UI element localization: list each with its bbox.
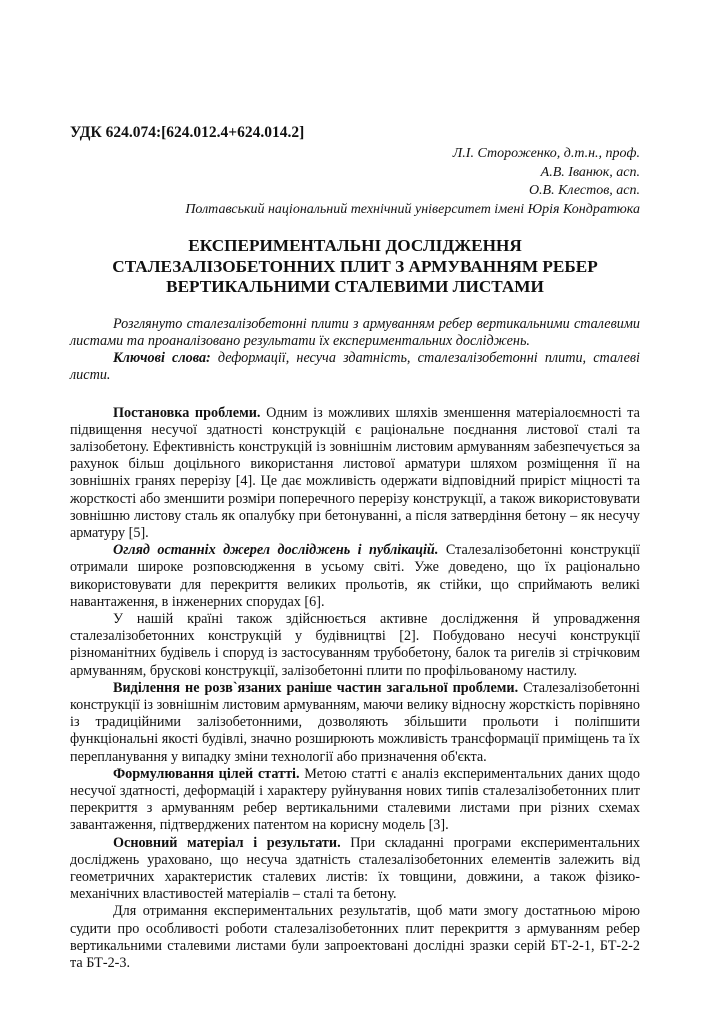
abstract-block [70, 316, 640, 385]
keywords-line [70, 350, 640, 384]
keywords-text: деформації, несуча здатність, сталезалізобетонні плити, сталеві листи. [70, 350, 640, 384]
paragraph [70, 766, 640, 835]
paragraph-lead: Формулювання цілей статті. [113, 765, 300, 782]
paper-title: ЕКСПЕРИМЕНТАЛЬНІ ДОСЛІДЖЕННЯ СТАЛЕЗАЛІЗОБЕТОННИХ ПЛИТ З АРМУВАННЯМ РЕБЕР ВЕРТИКАЛЬНИМИ СТАЛЕВИМИ ЛИСТАМИ [112, 236, 598, 297]
paragraph [70, 405, 640, 543]
paragraph [70, 835, 640, 904]
paragraph-text: Одним із можливих шляхів зменшення матеріалоємності та підвищення несучої здатності конструкцій є раціональне поєднання листової сталі та залізобетону. Ефективність конструкцій із зовнішнім листовим армуванням забезпечується за рахунок більш доцільного використання листової арматури шляхом розміщення її на зовнішніх гранях перерізу [4]. Це дає можливість одержати відповідний приріст міцності та жорсткості або зменшити розміри поперечного перерізу конструкції, а також використовувати зовнішню листову сталь як опалубку при бетонуванні, а після затвердіння бетону – як несучу арматуру [5]. [70, 404, 640, 541]
paragraph [70, 542, 640, 611]
paragraph-lead: Огляд останніх джерел досліджень і публікацій. [113, 542, 439, 559]
author-block [70, 145, 640, 219]
paragraph-lead: Виділення не розв`язаних раніше частин загальної проблеми. [113, 679, 519, 696]
paragraph-text: У нашій країні також здійснюється активне дослідження й упровадження сталезалізобетонних конструкцій у будівництві [2]. Побудовано несучі конструкції різноманітних будівель і споруд із застосуванням трубобетону, балок та ригелів зі стрічковим армуванням, брускові конструкції, залізобетонні плити по профільованому настилу. [70, 610, 640, 679]
paragraph-lead: Основний матеріал і результати. [113, 834, 341, 851]
paragraph-text: Для отримання експериментальних результатів, щоб мати змогу достатньою мірою судити про особливості роботи сталезалізобетонних плит перекриття з армуванням ребер вертикальними сталевими листами були запроектовані дослідні зразки серій БТ-2-1, БТ-2-2 та БТ-2-3. [70, 903, 640, 972]
paragraph-lead: Постановка проблеми. [113, 404, 261, 421]
paragraph-text: Сталезалізобетонні конструкції із зовнішнім листовим армуванням, маючи велику відносну жорсткість порівняно із традиційними залізобетонними, дозволяють збільшити прольоти і поліпшити функціональні якості будівлі, значно розширюють можливість трансформації приміщень та їх перепланування у випадку зміни технології або призначення об'єкта. [70, 679, 640, 765]
paper-page [70, 118, 640, 972]
paragraph [70, 680, 640, 766]
author-line: О.В. Клестов, асп. [528, 183, 640, 199]
udk-code: УДК 624.074:[624.012.4+624.014.2] [70, 124, 305, 141]
keywords-label: Ключові слова: [113, 350, 211, 367]
abstract-text: Розглянуто сталезалізобетонні плити з армуванням ребер вертикальними сталевими листами та проаналізовано результати їх експериментальних досліджень. [70, 315, 640, 349]
paragraph-text: Метою статті є аналіз експериментальних даних щодо несучої здатності, деформацій і характеру руйнування нових типів сталезалізобетонних плит перекриття з армуванням ребер вертикальними сталевими листами при різних схемах завантаження, підтверджених патентом на корисну модель [3]. [70, 765, 640, 834]
body-text [70, 405, 640, 973]
paragraph-text: При складанні програми експериментальних досліджень ураховано, що несуча здатність сталезалізобетонних елементів залежить від геометричних характеристик сталевих листів: їх товщини, довжини, а також фізико-механічних властивостей матеріалів – сталі та бетону. [70, 834, 641, 903]
paragraph [70, 903, 640, 972]
author-line: Л.І. Стороженко, д.т.н., проф. [452, 146, 640, 162]
author-line: А.В. Іванюк, асп. [540, 164, 640, 180]
paragraph [70, 611, 640, 680]
paragraph-text: Сталезалізобетонні конструкції отримали широке розповсюдження в усьому світі. Уже доведено, що їх раціонально використовувати для перекриття великих прольотів, як стійки, що сприймають великі навантаження, в інженерних спорудах [6]. [70, 542, 641, 610]
affiliation: Полтавський національний технічний університет імені Юрія Кондратюка [185, 201, 640, 217]
